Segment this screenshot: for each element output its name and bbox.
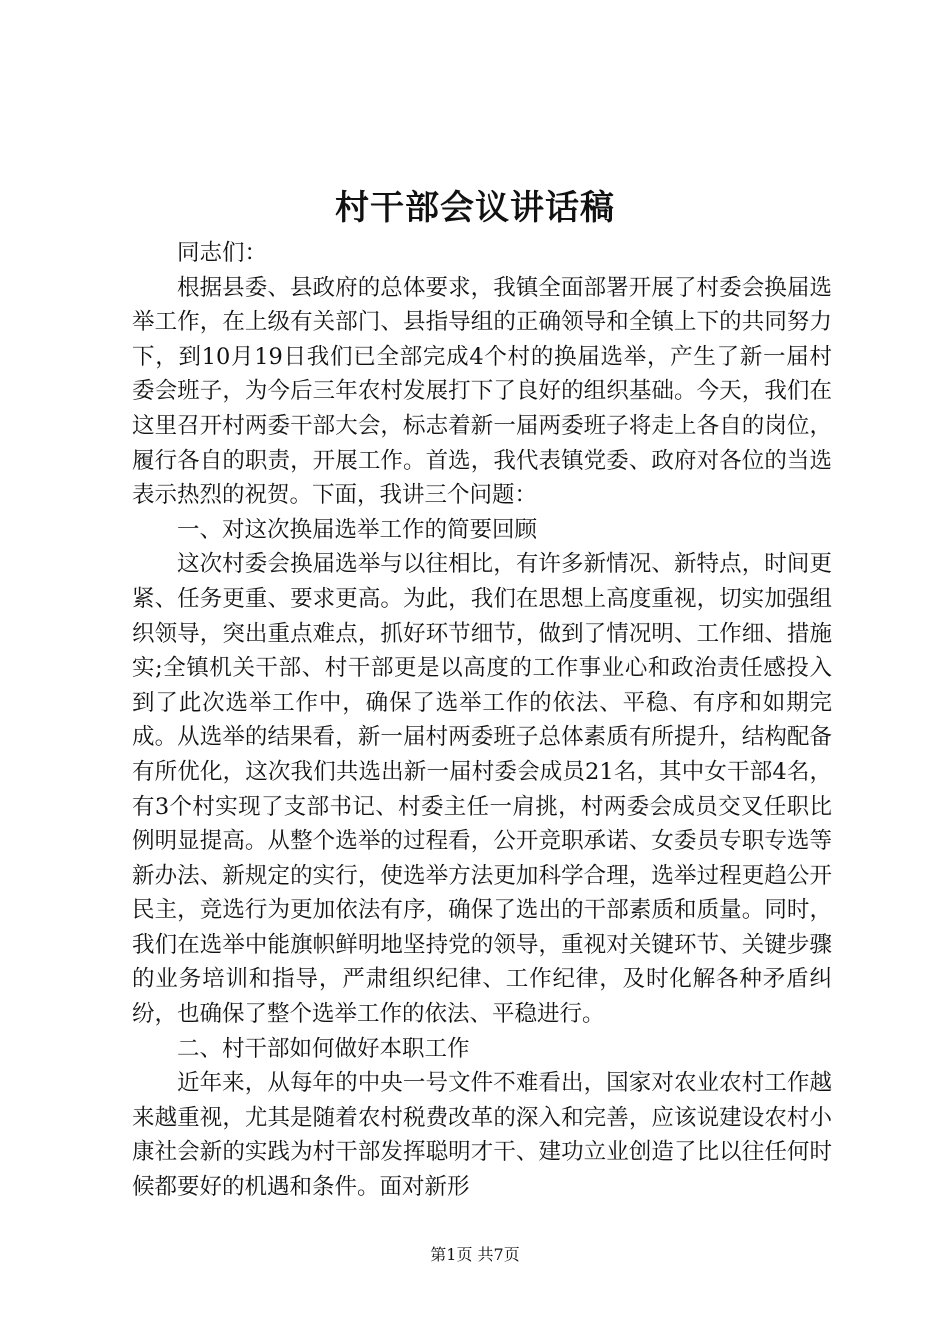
salutation-paragraph: 同志们： (177, 240, 268, 266)
duty-paragraph: 近年来，从每年的中央一号文件不难看出，国家对农业农村工作越来越重视，尤其是随着农村税费改革的深入和完善，应该说建设农村小康社会新的实践为村干部发挥聪明才干、建功立业创造了比以往任何时候都要好的机遇和条件。面对新形 (132, 1070, 832, 1201)
document-body (132, 236, 832, 1205)
document-title: 村干部会议讲话稿 (335, 188, 615, 228)
page-number-footer: 第1页 共7页 (430, 1245, 520, 1264)
review-paragraph: 这次村委会换届选举与以往相比，有许多新情况、新特点，时间更紧、任务更重、要求更高。为此，我们在思想上高度重视，切实加强组织领导，突出重点难点，抓好环节细节，做到了情况明、工作细、措施实;全镇机关干部、村干部更是以高度的工作事业心和政治责任感投入到了此次选举工作中，确保了选举工作的依法、平稳、有序和如期完成。从选举的结果看，新一届村两委班子总体素质有所提升，结构配备有所优化，这次我们共选出新一届村委会成员21名，其中女干部4名，有3个村实现了支部书记、村委主任一肩挑，村两委会成员交叉任职比例明显提高。从整个选举的过程看，公开竞职承诺、女委员专职专选等新办法、新规定的实行，使选举方法更加科学合理，选举过程更趋公开民主，竞选行为更加依法有序，确保了选出的干部素质和质量。同时，我们在选举中能旗帜鲜明地坚持党的领导，重视对关键环节、关键步骤的业务培训和指导，严肃组织纪律、工作纪律，及时化解各种矛盾纠纷，也确保了整个选举工作的依法、平稳进行。 (132, 551, 832, 1028)
section-heading-1: 一、对这次换届选举工作的简要回顾 (177, 516, 538, 543)
section-heading-2: 二、村干部如何做好本职工作 (177, 1035, 470, 1062)
intro-paragraph: 根据县委、县政府的总体要求，我镇全面部署开展了村委会换届选举工作，在上级有关部门、县指导组的正确领导和全镇上下的共同努力下，到10月19日我们已全部完成4个村的换届选举，产生了新一届村委会班子，为今后三年农村发展打下了良好的组织基础。今天，我们在这里召开村两委干部大会，标志着新一届两委班子将走上各自的岗位，履行各自的职责，开展工作。首选，我代表镇党委、政府对各位的当选表示热烈的祝贺。下面，我讲三个问题： (132, 274, 832, 509)
